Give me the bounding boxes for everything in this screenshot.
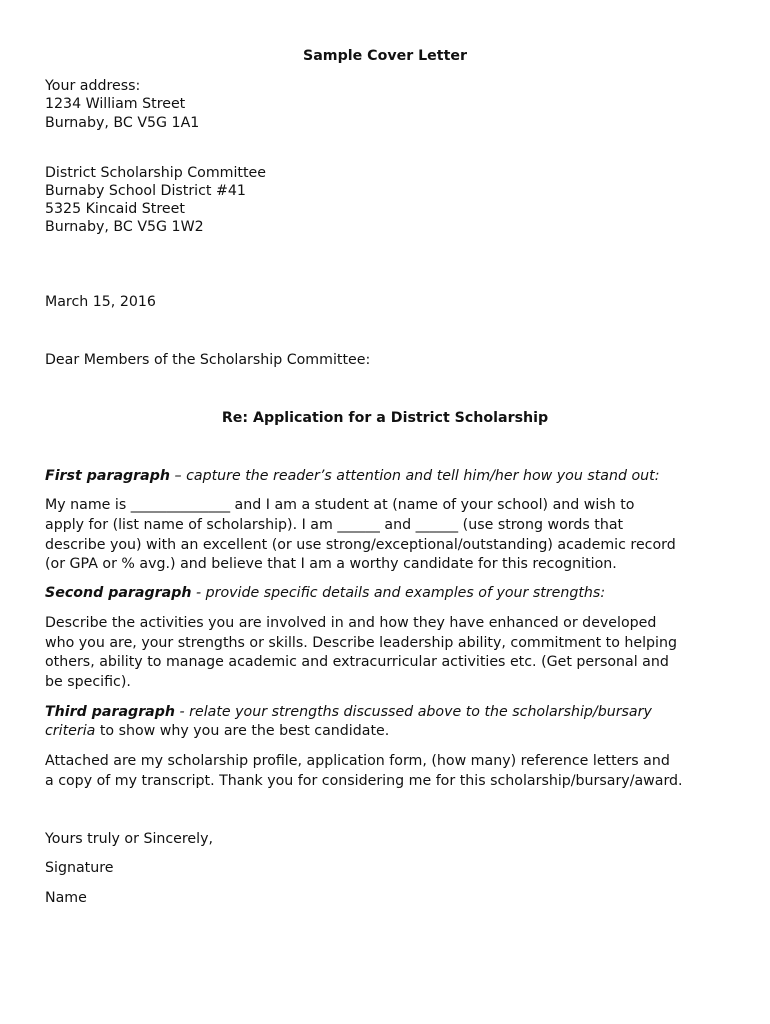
heading-bold: Third paragraph: [45, 704, 176, 720]
document-title: Sample Cover Letter: [303, 48, 467, 64]
address-line: Burnaby, BC V5G 1A1: [45, 115, 200, 131]
salutation: Dear Members of the Scholarship Committee:: [45, 352, 371, 368]
address-line: 1234 William Street: [45, 96, 186, 112]
letter-date: March 15, 2016: [45, 294, 156, 310]
signature-placeholder: Signature: [45, 860, 114, 876]
heading-italic: – capture the reader’s attention and tell him/her how you stand out:: [170, 468, 660, 484]
paragraph-line: Describe the activities you are involved in and how they have enhanced or developed: [45, 615, 657, 631]
heading-bold: Second paragraph: [45, 585, 192, 601]
criteria-word: criteria: [45, 723, 96, 739]
paragraph-line: to show why you are the best candidate.: [95, 723, 390, 739]
name-placeholder: Name: [45, 890, 87, 906]
address-line: Burnaby, BC V5G 1W2: [45, 219, 204, 235]
subject-line: Re: Application for a District Scholarship: [221, 410, 549, 426]
paragraph-3: [45, 722, 389, 740]
address-line: Your address:: [45, 78, 141, 94]
heading-italic: - relate your strengths discussed above to the scholarship/bursary: [175, 704, 652, 720]
address-line: District Scholarship Committee: [45, 165, 267, 181]
paragraph-line: apply for (list name of scholarship). I am ______ and ______ (use strong words that: [45, 517, 624, 533]
paragraph-line: Attached are my scholarship profile, application form, (how many) reference letters and: [45, 753, 670, 769]
paragraph-line: (or GPA or % avg.) and believe that I am a worthy candidate for this recognition.: [45, 556, 617, 572]
paragraph-1-heading: [45, 467, 660, 485]
address-line: 5325 Kincaid Street: [45, 201, 185, 217]
paragraph-line: who you are, your strengths or skills. Describe leadership ability, commitment to helping: [45, 635, 678, 651]
paragraph-2-heading: [45, 584, 605, 602]
heading-bold: First paragraph: [45, 468, 170, 484]
address-line: Burnaby School District #41: [45, 183, 246, 199]
paragraph-3-heading: [45, 703, 652, 721]
paragraph-line: describe you) with an excellent (or use strong/exceptional/outstanding) academic record: [45, 537, 676, 553]
heading-italic: - provide specific details and examples of your strengths:: [191, 585, 606, 601]
closing: Yours truly or Sincerely,: [45, 831, 214, 847]
paragraph-line: a copy of my transcript. Thank you for considering me for this scholarship/bursary/award.: [45, 773, 683, 789]
paragraph-line: others, ability to manage academic and extracurricular activities etc. (Get personal and: [45, 654, 669, 670]
paragraph-line: be specific).: [45, 674, 131, 690]
paragraph-line: My name is ______________ and I am a student at (name of your school) and wish to: [45, 497, 635, 513]
